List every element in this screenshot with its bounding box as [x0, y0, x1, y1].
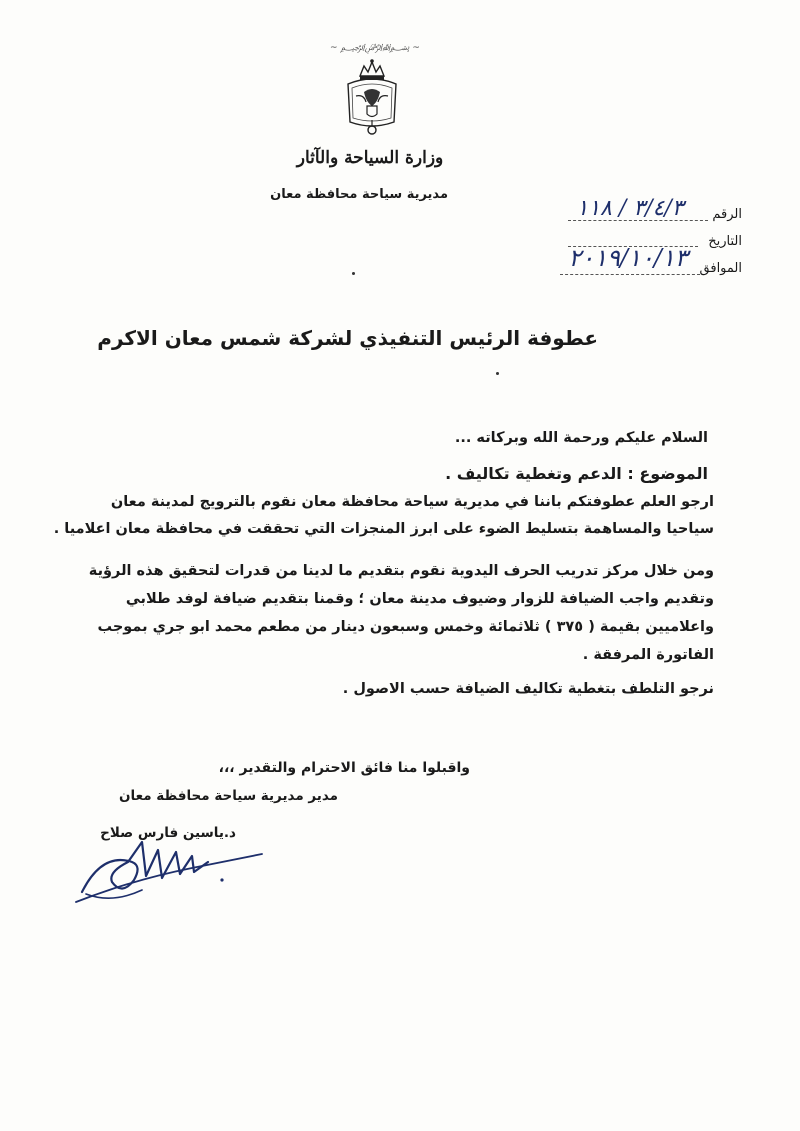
reference-number-label: الرقم: [712, 207, 742, 222]
reference-number-value: ٣/٤/٣ / ١١٨: [576, 196, 684, 221]
reference-greg-value: ٢٠١٩/١٠/١٣: [568, 244, 688, 272]
signer-title: مدير مديرية سياحة محافظة معان: [119, 788, 338, 804]
body-p1-line1: ارجو العلم عطوفتكم باننا في مديرية سياحة محافظة معان نقوم بالترويج لمدينة معان: [110, 494, 714, 510]
greeting-text: السلام عليكم ورحمة الله وبركاته ...: [454, 430, 708, 446]
signer-name: د.ياسين فارس صلاح: [100, 825, 236, 841]
body-p2-line3: واعلاميين بقيمة ( ٣٧٥ ) ثلاثمائة وخمس وسبعون دينار من مطعم محمد ابو جري بموجب: [97, 619, 714, 635]
ink-speck: [496, 372, 499, 375]
subject-line: الموضوع : الدعم وتغطية تكاليف .: [445, 464, 708, 483]
closing-text: واقبلوا منا فائق الاحترام والتقدير ،،،: [218, 760, 470, 776]
handwritten-signature-icon: [72, 832, 272, 912]
ink-speck: [352, 272, 355, 275]
reference-greg-label: الموافق: [699, 261, 742, 276]
ministry-name: وزارة السياحة والآثار: [296, 148, 444, 168]
addressee-heading: عطوفة الرئيس التنفيذي لشركة شمس معان الاكرم: [97, 326, 598, 350]
body-p2-line1: ومن خلال مركز تدريب الحرف اليدوية نقوم بتقديم ما لدينا من قدرات لتحقيق هذه الرؤية: [88, 563, 714, 579]
royal-crown-emblem-icon: [342, 58, 402, 140]
reference-date-label: التاريخ: [708, 234, 742, 249]
body-p3-line1: نرجو التلطف بتغطية تكاليف الضيافة حسب الاصول .: [342, 681, 714, 697]
body-p2-line2: وتقديم واجب الضيافة للزوار وضيوف مدينة معان ؛ وقمنا بتقديم ضيافة لوفد طلابي: [125, 591, 714, 607]
body-p1-line2: سياحيا والمساهمة بتسليط الضوء على ابرز المنجزات التي تحققت في محافظة معان اعلاميا .: [53, 521, 714, 537]
royal-motto-script: ~ ﷽ ~: [330, 43, 420, 53]
reference-greg-line: [560, 274, 700, 275]
body-p2-line4: الفاتورة المرفقة .: [582, 647, 714, 663]
directorate-name: مديرية سياحة محافظة معان: [270, 187, 448, 202]
